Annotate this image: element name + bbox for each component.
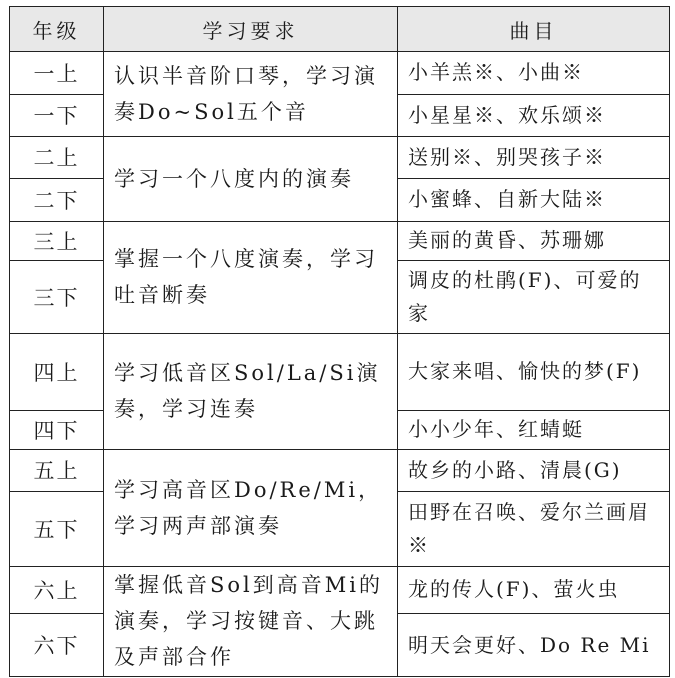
songs-cell: 田野在召唤、爱尔兰画眉※ — [398, 491, 670, 566]
songs-cell: 小星星※、欢乐颂※ — [398, 94, 670, 137]
grade-cell: 四下 — [10, 410, 104, 450]
requirement-cell: 掌握一个八度演奏，学习吐音断奏 — [104, 222, 398, 333]
songs-cell: 明天会更好、Do Re Mi — [398, 614, 670, 677]
requirement-cell: 认识半音阶口琴，学习演奏Do~Sol五个音 — [104, 52, 398, 137]
requirement-cell: 学习低音区Sol/La/Si演奏，学习连奏 — [104, 333, 398, 449]
grade-cell: 二下 — [10, 178, 104, 222]
grade-cell: 一下 — [10, 94, 104, 137]
songs-cell: 调皮的杜鹃(F)、可爱的家 — [398, 260, 670, 333]
requirement-cell: 学习一个八度内的演奏 — [104, 137, 398, 222]
table-row — [10, 52, 670, 95]
songs-cell: 大家来唱、愉快的梦(F) — [398, 333, 670, 410]
requirement-cell: 掌握低音Sol到高音Mi的演奏，学习按键音、大跳及声部合作 — [104, 566, 398, 676]
table-row — [10, 566, 670, 614]
table-row — [10, 333, 670, 410]
header-requirement: 学习要求 — [104, 7, 398, 52]
songs-cell: 小蜜蜂、自新大陆※ — [398, 178, 670, 222]
grade-cell: 一上 — [10, 52, 104, 95]
curriculum-table-wrapper — [9, 6, 669, 677]
header-songs: 曲目 — [398, 7, 670, 52]
songs-cell: 小羊羔※、小曲※ — [398, 52, 670, 95]
requirement-cell: 学习高音区Do/Re/Mi，学习两声部演奏 — [104, 450, 398, 566]
curriculum-table — [9, 6, 670, 677]
grade-cell: 五下 — [10, 491, 104, 566]
songs-cell: 小小少年、红蜻蜓 — [398, 410, 670, 450]
grade-cell: 六下 — [10, 614, 104, 677]
table-row — [10, 450, 670, 492]
grade-cell: 三上 — [10, 222, 104, 260]
grade-cell: 五上 — [10, 450, 104, 492]
songs-cell: 美丽的黄昏、苏珊娜 — [398, 222, 670, 260]
grade-cell: 二上 — [10, 137, 104, 179]
songs-cell: 送别※、别哭孩子※ — [398, 137, 670, 179]
songs-cell: 龙的传人(F)、萤火虫 — [398, 566, 670, 614]
table-row — [10, 137, 670, 179]
table-row — [10, 222, 670, 260]
songs-cell: 故乡的小路、清晨(G) — [398, 450, 670, 492]
table-header-row — [10, 7, 670, 52]
grade-cell: 六上 — [10, 566, 104, 614]
header-grade: 年级 — [10, 7, 104, 52]
grade-cell: 三下 — [10, 260, 104, 333]
grade-cell: 四上 — [10, 333, 104, 410]
